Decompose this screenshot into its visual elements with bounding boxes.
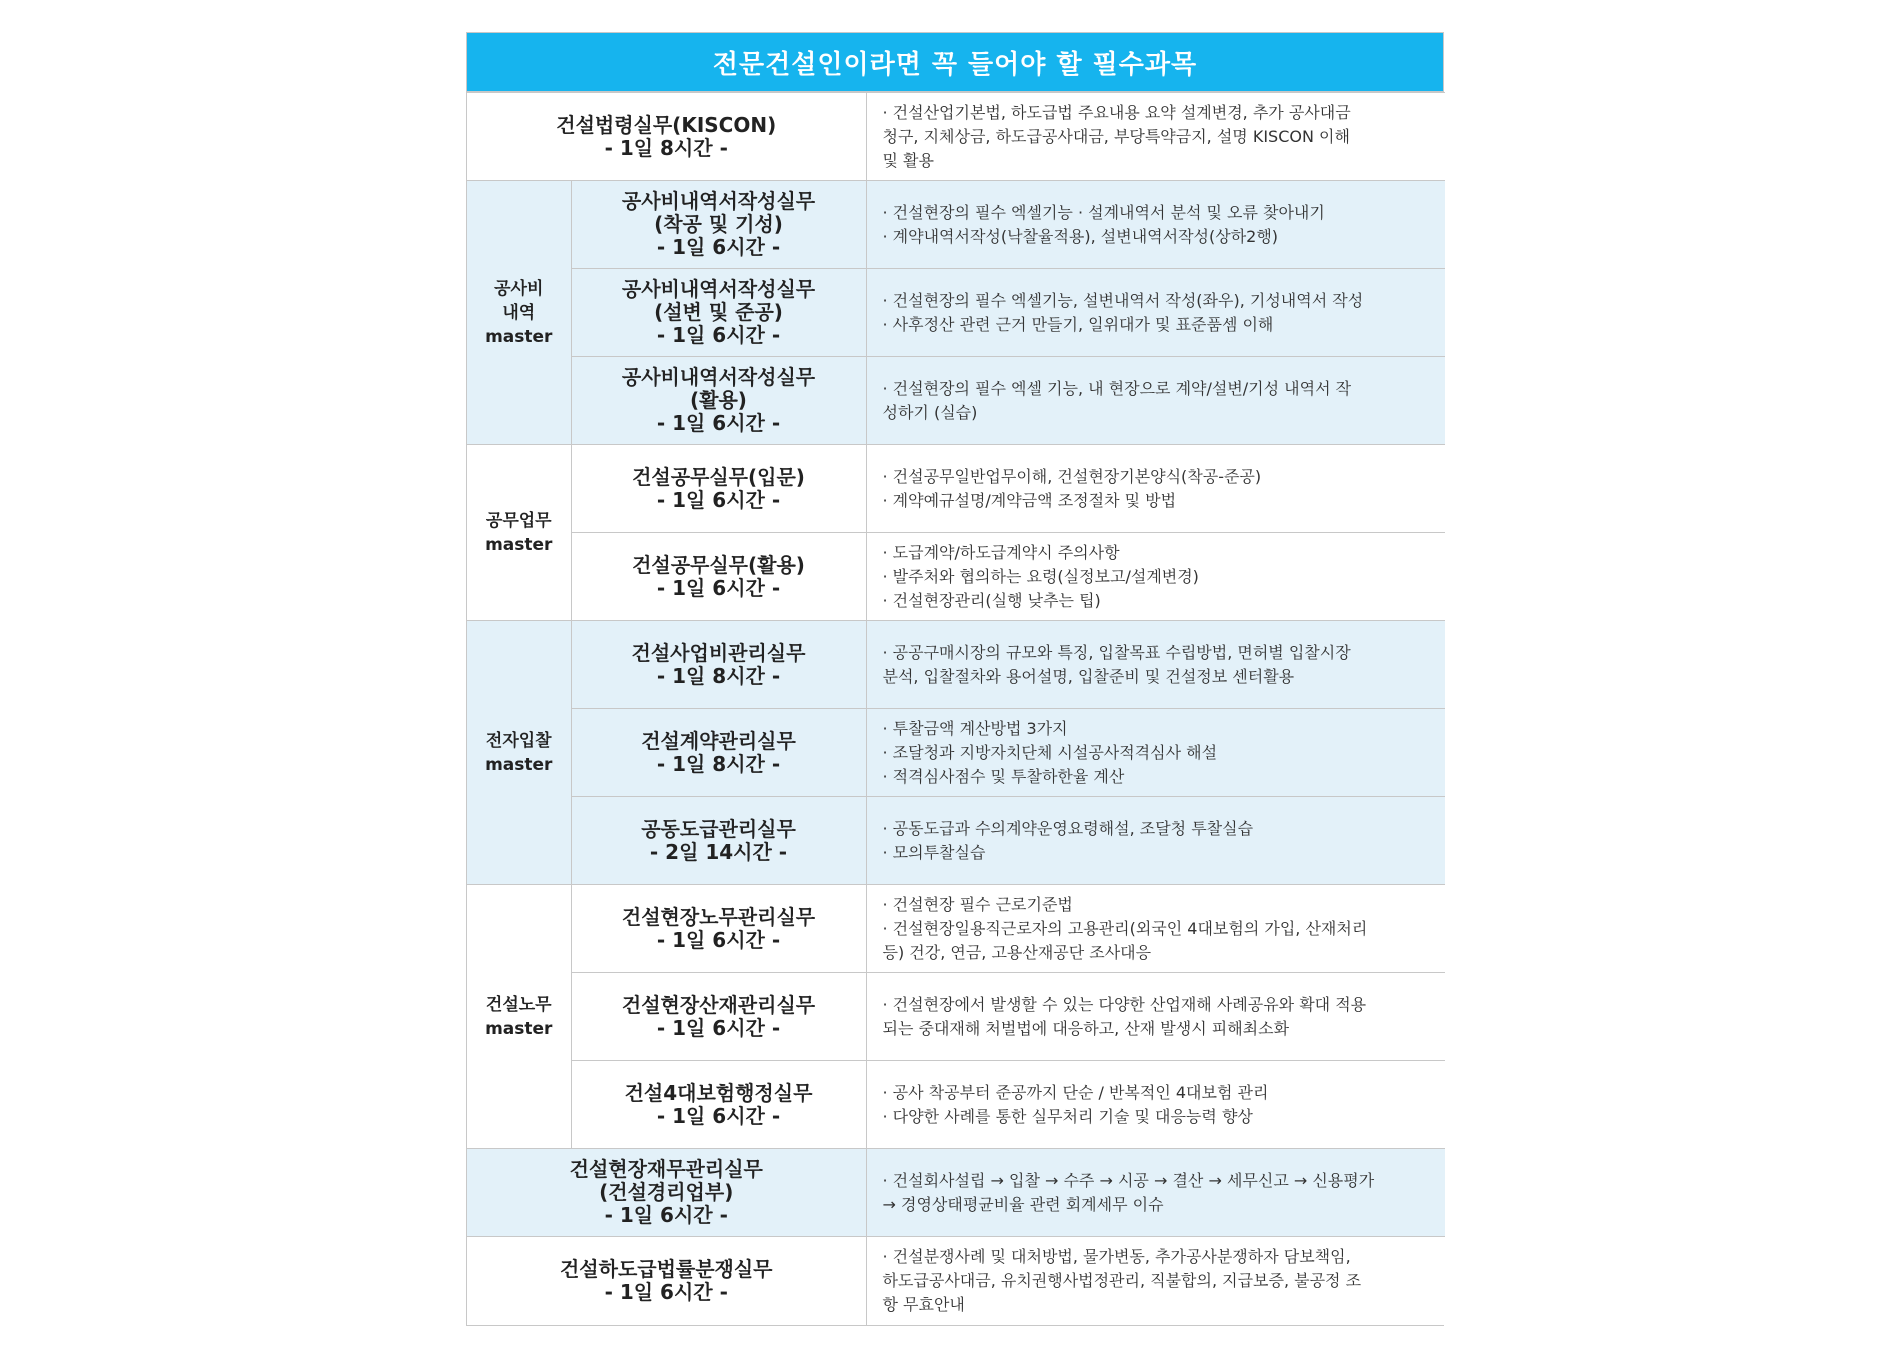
table-row: [467, 1149, 1445, 1237]
course-cell: [571, 885, 866, 973]
desc-line: · 모의투찰실습: [882, 842, 986, 862]
table-row: [467, 1061, 1445, 1149]
desc-line: 하도급공사대금, 유치권행사법정관리, 직불합의, 지급보증, 불공정 조: [882, 1270, 1362, 1290]
desc-line: 청구, 지체상금, 하도급공사대금, 부당특약금지, 설명 KISCON 이해: [882, 126, 1350, 146]
desc-line: · 도급계약/하도급계약시 주의사항: [882, 542, 1120, 562]
course-name: 건설4대보험행정실무: [624, 1080, 813, 1105]
desc-line: · 조달청과 지방자치단체 시설공사적격심사 해설: [882, 742, 1218, 762]
course-cell: [571, 797, 866, 885]
course-duration: - 1일 8시간 -: [656, 751, 781, 776]
desc-line: · 건설산업기본법, 하도급법 주요내용 요약 설계변경, 추가 공사대금: [882, 102, 1351, 122]
course-cell: [571, 973, 866, 1061]
desc-line: · 건설분쟁사례 및 대처방법, 물가변동, 추가공사분쟁하자 담보책임,: [882, 1246, 1351, 1266]
course-cell: [571, 357, 866, 445]
desc-line: · 건설회사설립 → 입찰 → 수주 → 시공 → 결산 → 세무신고 → 신용평가: [882, 1170, 1375, 1190]
desc-line: · 공동도급과 수의계약운영요령해설, 조달청 투찰실습: [882, 818, 1254, 838]
course-name: 건설하도급법률분쟁실무: [559, 1256, 773, 1281]
course-description: [866, 357, 1445, 445]
table-row: [467, 181, 1445, 269]
course-name: 건설현장산재관리실무: [621, 992, 816, 1017]
course-duration: - 1일 6시간 -: [604, 1279, 728, 1304]
desc-line: → 경영상태평균비율 관련 회계세무 이슈: [882, 1194, 1164, 1214]
category-cell: 공사비 내역 master: [467, 181, 571, 445]
table-row: [467, 709, 1445, 797]
table-row: [467, 93, 1445, 181]
course-cell: [467, 1149, 866, 1237]
table-row: [467, 621, 1445, 709]
course-description: [866, 885, 1445, 973]
course-table: [467, 92, 1445, 1325]
table-row: [467, 269, 1445, 357]
course-description: [866, 533, 1445, 621]
table-row: [467, 1237, 1445, 1325]
course-cell: [571, 269, 866, 357]
course-duration: - 1일 6시간 -: [656, 1103, 781, 1128]
desc-line: · 건설현장의 필수 엑셀기능 · 설계내역서 분석 및 오류 찾아내기: [882, 202, 1325, 222]
curriculum-table-frame: [466, 32, 1444, 1326]
category-cell: 공무업무 master: [467, 445, 571, 621]
course-name: 건설사업비관리실무: [631, 640, 806, 665]
desc-line: 되는 중대재해 처벌법에 대응하고, 산재 발생시 피해최소화: [882, 1018, 1290, 1038]
course-description: [866, 1061, 1445, 1149]
course-duration: - 1일 6시간 -: [656, 323, 781, 347]
desc-line: · 건설현장 필수 근로기준법: [882, 894, 1073, 914]
course-duration: - 1일 6시간 -: [656, 927, 781, 952]
course-description: [866, 269, 1445, 357]
desc-line: 등) 건강, 연금, 고용산재공단 조사대응: [882, 942, 1152, 962]
course-duration: - 1일 6시간 -: [604, 1203, 728, 1227]
course-duration: - 1일 6시간 -: [656, 235, 781, 259]
course-cell: [571, 621, 866, 709]
course-cell: [571, 181, 866, 269]
course-description: [866, 1149, 1445, 1237]
course-name: 공사비내역서작성실무 (설변 및 준공): [621, 277, 816, 324]
course-description: [866, 709, 1445, 797]
table-title: 전문건설인이라면 꼭 들어야 할 필수과목: [467, 33, 1443, 92]
course-name: 건설현장노무관리실무: [621, 904, 816, 929]
course-description: [866, 445, 1445, 533]
desc-line: · 투찰금액 계산방법 3가지: [882, 718, 1068, 738]
course-cell: [571, 709, 866, 797]
table-row: [467, 885, 1445, 973]
desc-line: · 건설현장의 필수 엑셀 기능, 내 현장으로 계약/설변/기성 내역서 작: [882, 378, 1352, 398]
course-cell: [571, 533, 866, 621]
course-name: 공사비내역서작성실무 (착공 및 기성): [621, 189, 816, 236]
course-duration: - 2일 14시간 -: [649, 839, 788, 864]
table-row: [467, 973, 1445, 1061]
desc-line: · 공공구매시장의 규모와 특징, 입찰목표 수립방법, 면허별 입찰시장: [882, 642, 1351, 662]
course-name: 건설공무실무(활용): [632, 552, 805, 577]
desc-line: 분석, 입찰절차와 용어설명, 입찰준비 및 건설정보 센터활용: [882, 666, 1295, 686]
course-description: [866, 973, 1445, 1061]
course-duration: - 1일 6시간 -: [656, 411, 781, 435]
course-duration: - 1일 8시간 -: [656, 663, 781, 688]
category-cell: 건설노무 master: [467, 885, 571, 1149]
course-cell: [571, 1061, 866, 1149]
course-cell: [571, 445, 866, 533]
desc-line: · 건설현장의 필수 엑셀기능, 설변내역서 작성(좌우), 기성내역서 작성: [882, 290, 1364, 310]
course-name: 건설법령실무(KISCON): [556, 112, 777, 137]
course-duration: - 1일 6시간 -: [656, 487, 781, 512]
course-description: [866, 181, 1445, 269]
course-description: [866, 621, 1445, 709]
table-row: [467, 533, 1445, 621]
desc-line: · 건설공무일반업무이해, 건설현장기본양식(착공-준공): [882, 466, 1262, 486]
course-name: 건설현장재무관리실무 (건설경리업부): [569, 1157, 763, 1204]
desc-line: · 계약내역서작성(낙찰율적용), 설변내역서작성(상하2행): [882, 226, 1279, 246]
table-row: [467, 445, 1445, 533]
course-name: 건설계약관리실무: [641, 728, 796, 753]
desc-line: · 건설현장일용직근로자의 고용관리(외국인 4대보험의 가입, 산재처리: [882, 918, 1368, 938]
course-duration: - 1일 6시간 -: [656, 575, 781, 600]
desc-line: · 다양한 사례를 통한 실무처리 기술 및 대응능력 향상: [882, 1106, 1253, 1126]
course-name: 공동도급관리실무: [641, 816, 796, 841]
course-description: [866, 797, 1445, 885]
course-description: [866, 1237, 1445, 1325]
desc-line: · 공사 착공부터 준공까지 단순 / 반복적인 4대보험 관리: [882, 1082, 1269, 1102]
table-row: [467, 797, 1445, 885]
category-cell: 전자입찰 master: [467, 621, 571, 885]
course-name: 건설공무실무(입문): [632, 464, 805, 489]
table-row: [467, 357, 1445, 445]
desc-line: · 계약예규설명/계약금액 조정절차 및 방법: [882, 490, 1177, 510]
desc-line: · 사후정산 관련 근거 만들기, 일위대가 및 표준품셈 이해: [882, 314, 1274, 334]
desc-line: · 발주처와 협의하는 요령(실정보고/설계변경): [882, 566, 1199, 586]
desc-line: 및 활용: [882, 150, 934, 170]
course-duration: - 1일 6시간 -: [656, 1015, 781, 1040]
course-description: [866, 93, 1445, 181]
course-name: 공사비내역서작성실무 (활용): [621, 365, 816, 412]
course-duration: - 1일 8시간 -: [604, 135, 728, 160]
desc-line: · 건설현장관리(실행 낮추는 팁): [882, 590, 1101, 610]
desc-line: 항 무효안내: [882, 1294, 965, 1314]
desc-line: · 건설현장에서 발생할 수 있는 다양한 산업재해 사례공유와 확대 적용: [882, 994, 1367, 1014]
course-cell: [467, 93, 866, 181]
desc-line: 성하기 (실습): [882, 402, 978, 422]
desc-line: · 적격심사점수 및 투찰하한율 계산: [882, 766, 1125, 786]
course-cell: [467, 1237, 866, 1325]
